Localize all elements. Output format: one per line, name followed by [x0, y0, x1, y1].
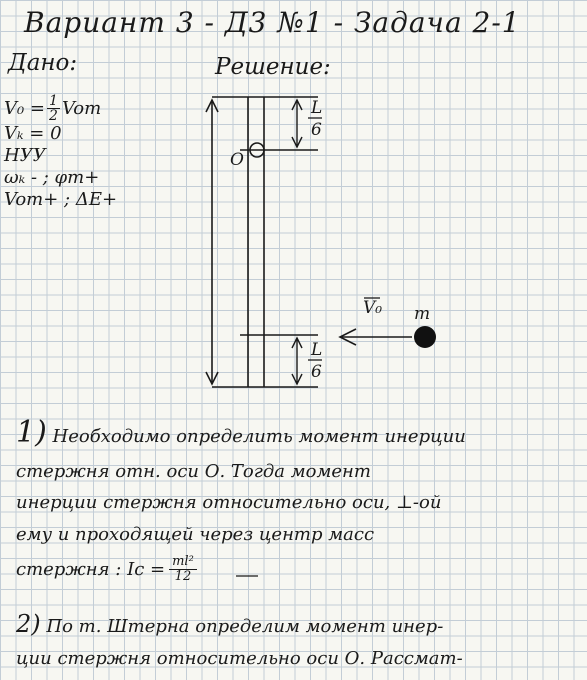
- given-find-v: Vom+ ; ΔE+: [4, 189, 118, 210]
- paragraph1-text-line4: ему и проходящей через центр масс: [16, 524, 375, 545]
- paragraph2-text-line2: ции стержня относительно оси О. Рассмат-: [16, 648, 463, 669]
- top-label-num: L: [311, 98, 323, 118]
- given-v0-frac-den: 2: [49, 108, 58, 124]
- formula-denominator: 12: [174, 569, 192, 584]
- paragraph1-text-line2: стержня отн. оси О. Тогда момент: [16, 461, 371, 482]
- paragraph2-text-line1: По т. Штерна определим момент инер-: [46, 616, 444, 637]
- formula-lhs: Ic =: [127, 559, 166, 580]
- bottom-label-num: L: [311, 340, 323, 360]
- given-nuu: НУУ: [4, 145, 46, 166]
- paragraph1-text-line5: [16, 555, 197, 584]
- paragraph1-text-line3: инерции стержня относительно оси, ⊥-ой: [16, 492, 442, 513]
- formula-numerator: ml²: [169, 555, 197, 570]
- given-v0-lhs: V₀ =: [4, 97, 46, 119]
- paragraph1-number: 1): [16, 415, 47, 450]
- top-label-den: 6: [311, 120, 322, 140]
- paragraph1-text-line5-label: стержня :: [16, 559, 122, 580]
- paragraph2-line1: [16, 610, 443, 638]
- paragraph1-line1: [16, 415, 466, 450]
- page-title: Вариант 3 - Д3 №1 - Задача 2-1: [24, 6, 521, 39]
- given-find-omega: ωₖ - ; φm+: [4, 167, 100, 188]
- formula-fraction: [169, 555, 197, 584]
- mass-label: m: [414, 304, 431, 324]
- given-heading: Дано:: [8, 50, 78, 76]
- moment-of-inertia-formula: [127, 555, 197, 584]
- given-v0-frac-num: 1: [49, 93, 58, 109]
- pivot-label: O: [230, 150, 244, 170]
- solution-heading: Решение:: [215, 54, 331, 80]
- given-v0-rhs: Vom: [61, 97, 102, 119]
- bottom-label-den: 6: [311, 362, 322, 382]
- velocity-label: V₀: [363, 298, 383, 318]
- mass-point: [414, 326, 436, 348]
- given-vk: Vₖ = 0: [4, 123, 62, 144]
- paragraph1-text-line1: Необходимо определить момент инерции: [52, 426, 466, 447]
- paragraph2-number: 2): [16, 610, 41, 638]
